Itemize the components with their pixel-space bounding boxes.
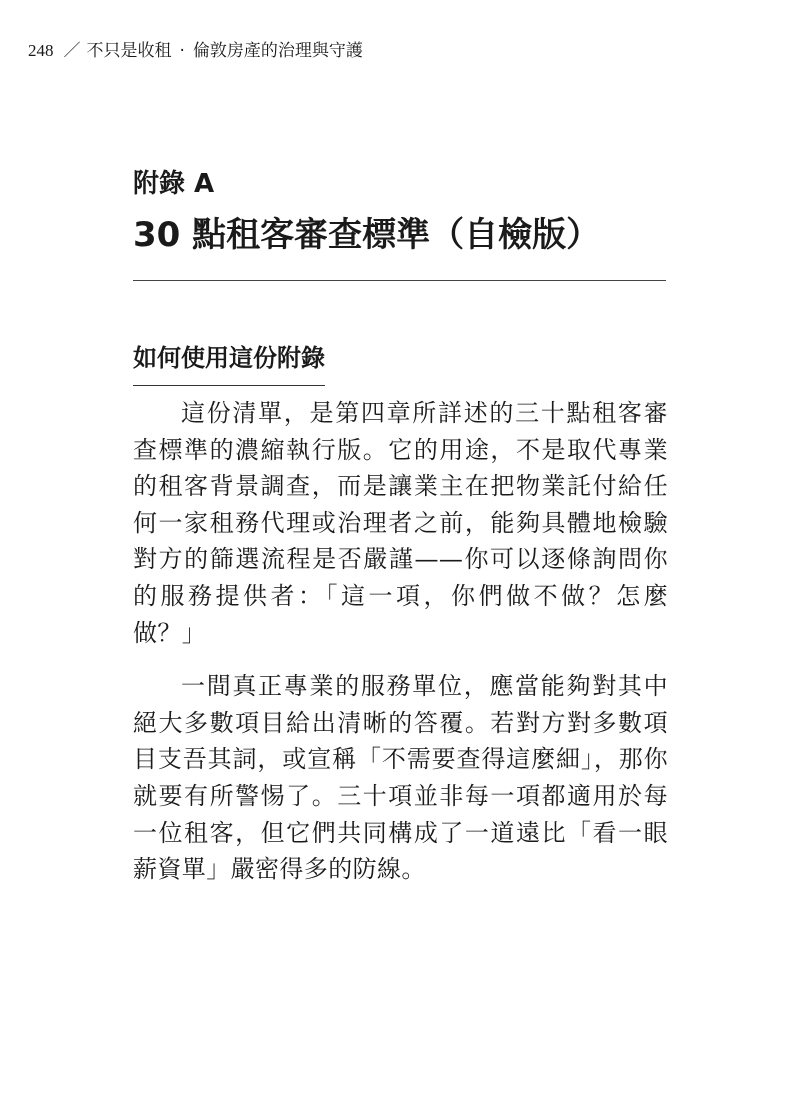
header-slash: ／ <box>63 41 81 61</box>
book-title: 不只是收租 <box>86 41 172 61</box>
appendix-title: 30 點租客審查標準（自檢版） <box>133 215 601 255</box>
title-divider <box>133 280 666 281</box>
body-text <box>133 395 668 905</box>
book-subtitle: 倫敦房產的治理與守護 <box>192 41 363 61</box>
paragraph-1: 這份清單，是第四章所詳述的三十點租客審查標準的濃縮執行版。它的用途，不是取代專業的租客背景調查，而是讓業主在把物業託付給任何一家租務代理或治理者之前，能夠具體地檢驗對方的篩選流程是否嚴謹——你可以逐條詢問你的服務提供者：「這一項，你們做不做？怎麼做？」 <box>133 399 668 647</box>
header-separator: · <box>179 41 185 61</box>
section-heading: 如何使用這份附錄 <box>133 338 325 386</box>
appendix-label: 附錄 A <box>133 169 215 199</box>
page-number: 248 <box>28 41 54 60</box>
running-header <box>28 36 363 61</box>
paragraph-2: 一間真正專業的服務單位，應當能夠對其中絕大多數項目給出清晰的答覆。若對方對多數項目支吾其詞，或宣稱「不需要查得這麼細」，那你就要有所警惕了。三十項並非每一項都適用於每一位租客，但它們共同構成了一道遠比「看一眼薪資單」嚴密得多的防線。 <box>133 672 668 884</box>
